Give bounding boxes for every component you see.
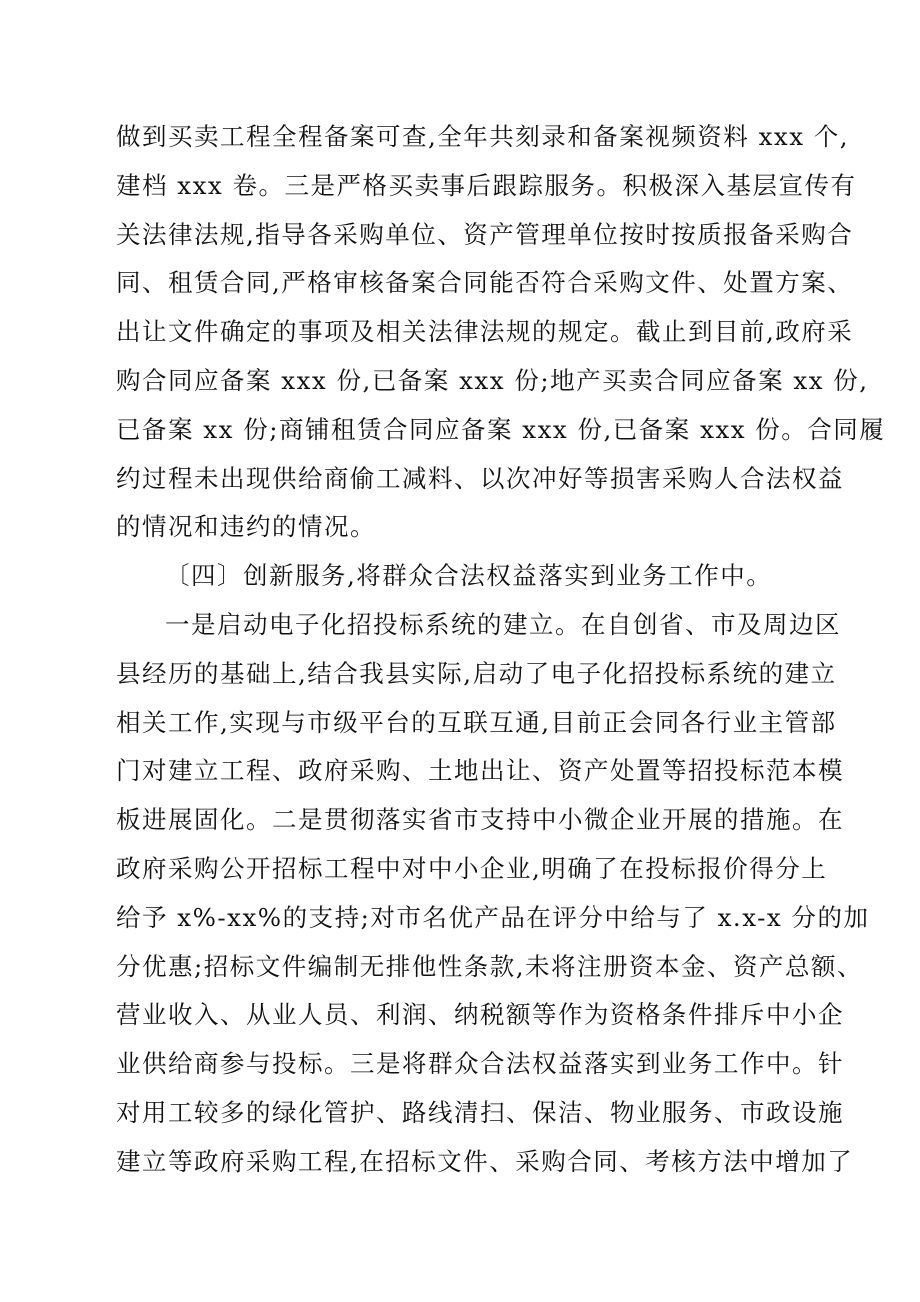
text-line: 业供给商参与投标。三是将群众合法权益落实到业务工作中。针 [116, 1049, 844, 1079]
text-line: 分优惠;招标文件编制无排他性条款,未将注册资本金、资产总额、 [116, 951, 864, 981]
document-body [116, 113, 886, 1187]
text-line: 政府采购公开招标工程中对中小企业,明确了在投标报价得分上 [116, 853, 828, 883]
text-line: 约过程未出现供给商偷工减料、以次冲好等损害采购人合法权益 [116, 463, 844, 493]
text-line: 县经历的基础上,结合我县实际,启动了电子化招投标系统的建立 [116, 658, 837, 688]
text-line: 门对建立工程、政府采购、土地出让、资产处置等招投标范本模 [116, 756, 844, 786]
text-line: 关法律法规,指导各采购单位、资产管理单位按时按质报备采购合 [116, 219, 854, 249]
text-line: 已备案 xx 份;商铺租赁合同应备案 xxx 份,已备案 xxx 份。合同履 [116, 414, 886, 444]
text-line: 做到买卖工程全程备案可查,全年共刻录和备案视频资料 xxx 个, [116, 122, 850, 151]
text-line: 同、租赁合同,严格审核备案合同能否符合采购文件、处置方案、 [116, 268, 854, 298]
paragraph-start-line: 一是启动电子化招投标系统的建立。在自创省、市及周边区 [165, 609, 841, 639]
text-line: 给予 x%-xx%的支持;对市名优产品在评分中给与了 x.x-x 分的加 [116, 902, 870, 932]
text-line: 购合同应备案 xxx 份,已备案 xxx 份;地产买卖合同应备案 xx 份, [116, 365, 869, 395]
text-line: 板进展固化。二是贯彻落实省市支持中小微企业开展的措施。在 [116, 805, 844, 835]
text-line: 的情况和违约的情况。 [116, 512, 376, 542]
section-heading: 〔四〕创新服务,将群众合法权益落实到业务工作中。 [165, 561, 773, 591]
text-line: 出让文件确定的事项及相关法律法规的规定。截止到目前,政府采 [116, 317, 854, 347]
text-line: 建立等政府采购工程,在招标文件、采购合同、考核方法中增加了 [116, 1146, 854, 1176]
text-line: 相关工作,实现与市级平台的互联互通,目前正会同各行业主管部 [116, 707, 837, 737]
text-line: 营业收入、从业人员、利润、纳税额等作为资格条件排斥中小企 [116, 1000, 844, 1030]
text-line: 对用工较多的绿化管护、路线清扫、保洁、物业服务、市政设施 [116, 1097, 844, 1127]
text-line: 建档 xxx 卷。三是严格买卖事后跟踪服务。积极深入基层宣传有 [116, 170, 857, 200]
